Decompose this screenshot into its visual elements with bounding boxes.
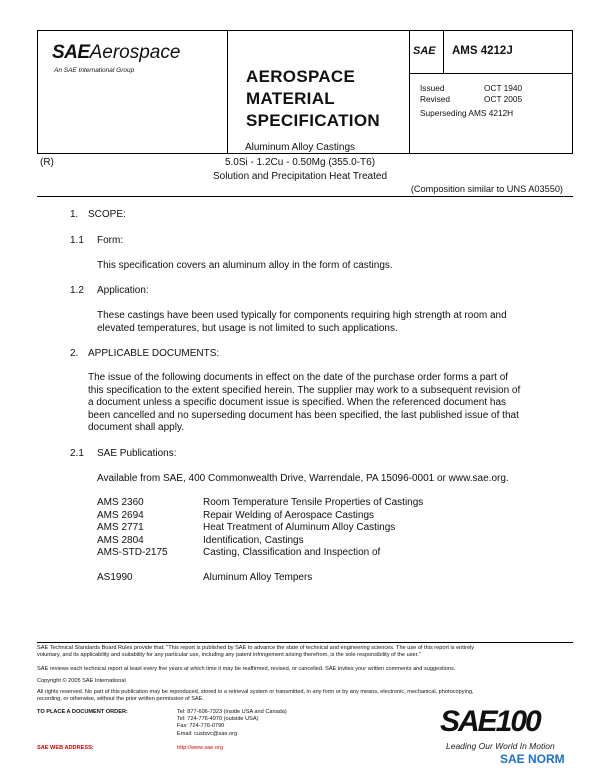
section-1-2-number: 1.2 [70, 285, 84, 296]
section-2-1-title: SAE Publications: [97, 448, 177, 459]
section-2-text-line: document shall apply. [88, 422, 184, 433]
reference-title: Casting, Classification and Inspection of [203, 547, 381, 558]
web-label: SAE WEB ADDRESS: [37, 745, 94, 751]
footer-rights-line: recording, or otherwise, without the prior written permission of SAE. [37, 696, 204, 703]
reference-row [97, 510, 423, 523]
section-1-2-title: Application: [97, 285, 149, 296]
contact-email: Email: custsvc@sae.org [177, 730, 238, 737]
reference-title: Heat Treatment of Aluminum Alloy Castings [203, 522, 396, 533]
section-1-1-text: This specification covers an aluminum alloy in the form of castings. [97, 260, 393, 271]
reference-code: AMS 2771 [97, 522, 144, 533]
section-1-1-title: Form: [97, 235, 124, 246]
sae100-logo: SAE100 [440, 705, 540, 738]
section-2-text-line: this specification to the extent specified herein. The supplier may work to a subsequent revision of [88, 384, 521, 396]
superseding: Superseding AMS 4212H [420, 108, 514, 118]
section-2-text [88, 372, 520, 435]
reference-code: AMS 2804 [97, 534, 144, 546]
sae-norm-watermark: SAE NORM [500, 752, 565, 766]
section-2-1-availability: Available from SAE, 400 Commonwealth Drive, Warrendale, PA 15096-0001 or www.sae.org. [97, 473, 509, 484]
section-1-2-text-line: elevated temperatures, but usage is not limited to such applications. [97, 322, 398, 334]
contact-tel2: Tel: 724-776-4970 (outside USA) [177, 716, 259, 723]
reference-title: Room Temperature Tensile Properties of Castings [203, 497, 424, 508]
section-1-2-text [97, 310, 507, 335]
order-contacts [177, 709, 287, 738]
composition-note: (Composition similar to UNS A03550) [410, 184, 563, 194]
footer-rules-line: SAE Technical Standards Board Rules provide that: "This report is published by SAE to advance the state of technical and engineering sciences. The use of this report is entirely [37, 645, 475, 651]
small-sae-logo: SAE [413, 45, 436, 57]
revised-label: Revised [420, 94, 450, 104]
footer-review-text: SAE reviews each technical report at least every five years at which time it may be reaffirmed, revised, or cancelled. SAE invites your written comments and suggestions. [37, 666, 456, 672]
sae-aerospace-logo [52, 42, 180, 64]
section-2-text-line: a document unless a specific document issue is specified. When the referenced document has [88, 397, 507, 408]
footer-rule [37, 642, 573, 643]
reference-code: AS1990 [97, 571, 133, 583]
reference-title: Identification, Castings [203, 534, 304, 546]
reference-code: AMS 2360 [97, 497, 144, 508]
header-divider-2 [409, 30, 410, 154]
section-1-title: SCOPE: [88, 209, 126, 220]
slogan: Leading Our World In Motion [446, 741, 555, 751]
logo-aerospace-text: Aerospace [89, 42, 181, 63]
reference-list [97, 497, 423, 584]
header-hline [409, 73, 573, 74]
reference-code: AMS-STD-2175 [97, 547, 168, 558]
issued-label: Issued [420, 83, 445, 93]
header-divider-1 [227, 30, 228, 154]
logo-tagline: An SAE International Group [54, 67, 135, 74]
contact-fax: Fax: 724-776-0790 [177, 723, 225, 730]
section-2-number: 2. [70, 348, 79, 359]
section-2-title: APPLICABLE DOCUMENTS: [88, 348, 220, 359]
web-url[interactable]: http://www.sae.org [177, 745, 224, 751]
subject-line1: Aluminum Alloy Castings [244, 142, 356, 153]
footer-rights-text [37, 689, 474, 703]
section-2-text-line: The issue of the following documents in effect on the date of the purchase order forms a part of [88, 372, 509, 383]
reference-title: Repair Welding of Aerospace Castings [203, 509, 375, 521]
reference-row [97, 535, 423, 548]
header-divider-3 [443, 30, 444, 74]
subject-rule [37, 196, 573, 197]
footer-rules-text [37, 645, 577, 659]
spec-title-line3: SPECIFICATION [246, 111, 380, 130]
spec-title-line1: AEROSPACE [246, 67, 356, 86]
reference-row [97, 572, 423, 585]
reference-row [97, 497, 423, 510]
order-label: TO PLACE A DOCUMENT ORDER: [37, 709, 128, 715]
footer-rights-line: All rights reserved. No part of this publication may be reproduced, stored in a retrieval system or transmitted, in any form or by any means, electronic, mechanical, photocopying, [37, 689, 474, 695]
section-2-text-line: been cancelled and no superseding document has been specified, the last published issue of that [88, 409, 519, 421]
revision-mark: (R) [40, 157, 54, 168]
section-1-number: 1. [70, 209, 79, 220]
doc-number: AMS 4212J [452, 45, 513, 57]
footer-copyright: Copyright © 2005 SAE International [37, 678, 126, 684]
section-1-2-text-line: These castings have been used typically for components requiring high strength at room and [97, 310, 507, 321]
subject-line2: 5.0Si - 1.2Cu - 0.50Mg (355.0-T6) [224, 157, 376, 168]
spec-title-line2: MATERIAL [246, 89, 335, 108]
revised-value: OCT 2005 [484, 94, 523, 104]
section-1-1-number: 1.1 [70, 235, 84, 246]
footer-rules-line: voluntary, and its applicability and suitability for any particular use, including any patent infringement arising therefrom, is the sole responsibility of the user." [37, 652, 421, 659]
contact-tel1: Tel: 877-606-7323 (inside USA and Canada) [177, 709, 287, 715]
reference-title: Aluminum Alloy Tempers [203, 571, 313, 583]
logo-sae-text: SAE [52, 42, 90, 63]
issued-value: OCT 1940 [484, 83, 523, 93]
subject-line3: Solution and Precipitation Heat Treated [213, 171, 387, 182]
reference-row [97, 522, 423, 535]
spec-title [246, 66, 380, 132]
reference-row [97, 547, 423, 560]
reference-code: AMS 2694 [97, 509, 144, 521]
section-2-1-number: 2.1 [70, 448, 84, 459]
